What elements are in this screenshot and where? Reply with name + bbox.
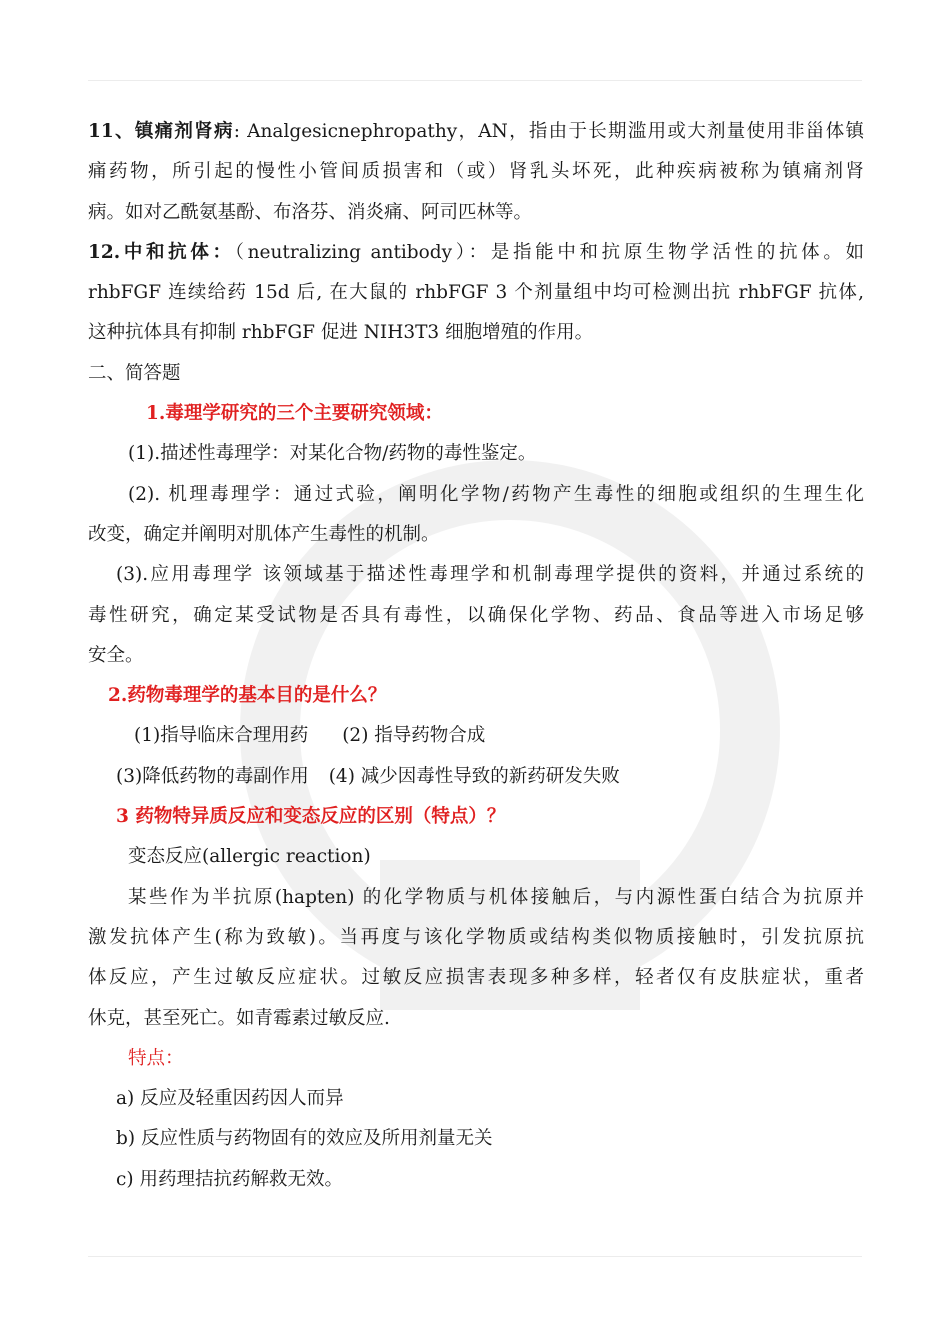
definition-12-line-2: rhbFGF 连续给药 15d 后, 在大鼠的 rhbFGF 3 个剂量组中均可检测出抗 rhbFGF 抗体, <box>88 282 864 304</box>
question-2-point-4: (4) 减少因毒性导致的新药研发失败 <box>328 765 620 787</box>
question-1-answer-3-line-1: (3).应用毒理学 该领域基于描述性毒理学和机制毒理学提供的资料，并通过系统的 <box>116 564 864 586</box>
question-3-paragraph-line-1: 某些作为半抗原(hapten) 的化学物质与机体接触后，与内源性蛋白结合为抗原并 <box>128 886 864 908</box>
feature-item-a: a) 反应及轻重因药因人而异 <box>116 1088 344 1110</box>
document-body <box>88 112 864 1200</box>
question-3-subheading: 变态反应(allergic reaction) <box>128 846 371 868</box>
feature-item-b: b) 反应性质与药物固有的效应及所用剂量无关 <box>116 1128 493 1150</box>
question-1-title: 1.毒理学研究的三个主要研究领域： <box>146 403 443 425</box>
header-rule <box>88 80 862 81</box>
definition-12-line-3: 这种抗体具有抑制 rhbFGF 促进 NIH3T3 细胞增殖的作用。 <box>88 322 594 344</box>
question-2-row-2 <box>88 757 864 797</box>
footer-rule <box>88 1256 862 1257</box>
question-1-answer-1: (1).描述性毒理学：对某化合物/药物的毒性鉴定。 <box>128 443 537 465</box>
definition-11-line-1 <box>88 112 864 152</box>
question-3-paragraph-line-2: 激发抗体产生(称为致敏)。当再度与该化学物质或结构类似物质接触时，引发抗原抗 <box>88 926 864 948</box>
definition-12-term: 12.中和抗体： <box>88 241 235 263</box>
question-2-point-1: (1)指导临床合理用药 <box>134 725 309 747</box>
question-3-paragraph-line-3: 体反应，产生过敏反应症状。过敏反应损害表现多种多样，轻者仅有皮肤症状，重者 <box>88 967 864 989</box>
question-2-title: 2.药物毒理学的基本目的是什么？ <box>108 685 387 707</box>
question-2-row-1 <box>88 716 864 756</box>
feature-item-c: c) 用药理拮抗药解救无效。 <box>116 1168 343 1190</box>
definition-11-line-3: 病。如对乙酰氨基酚、布洛芬、消炎痛、阿司匹林等。 <box>88 201 533 223</box>
question-1-answer-3-line-3: 安全。 <box>88 644 144 666</box>
question-1-answer-2-line-2: 改变，确定并阐明对肌体产生毒性的机制。 <box>88 523 440 545</box>
question-3-title: 3 药物特异质反应和变态反应的区别（特点）？ <box>116 806 506 828</box>
question-1-answer-2-line-1: (2). 机理毒理学：通过式验，阐明化学物/药物产生毒性的细胞或组织的生理生化 <box>128 483 864 505</box>
features-label: 特点： <box>128 1047 184 1069</box>
definition-11-term: 11、镇痛剂肾病 <box>88 121 234 142</box>
question-1-answer-3-line-2: 毒性研究，确定某受试物是否具有毒性，以确保化学物、药品、食品等进入市场足够 <box>88 604 864 626</box>
question-2-point-2: (2) 指导药物合成 <box>342 725 486 747</box>
definition-11-line-2: 痛药物，所引起的慢性小管间质损害和（或）肾乳头坏死，此种疾病被称为镇痛剂肾 <box>88 161 864 183</box>
definition-12-line-1 <box>88 233 864 273</box>
section-heading: 二、简答题 <box>88 362 181 384</box>
definition-12-text: （neutralizing antibody）：是指能中和抗原生物学活性的抗体。如 <box>234 241 864 263</box>
question-3-paragraph-line-4: 休克，甚至死亡。如青霉素过敏反应. <box>88 1007 390 1029</box>
definition-11-text: : Analgesicnephropathy，AN，指由于长期滥用或大剂量使用非甾体镇 <box>233 121 864 142</box>
question-2-point-3: (3)降低药物的毒副作用 <box>116 765 309 787</box>
